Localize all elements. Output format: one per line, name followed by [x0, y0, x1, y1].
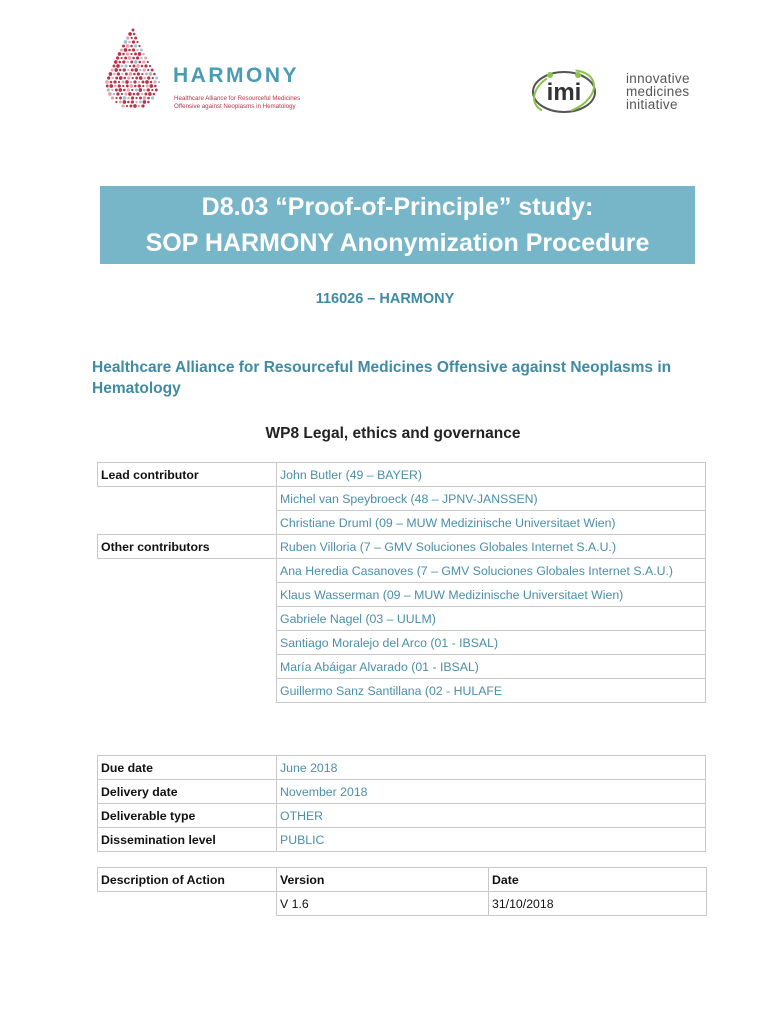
table-row — [98, 756, 706, 780]
contributor-name: Guillermo Sanz Santillana (02 - HULAFE — [277, 679, 706, 703]
imi-line-1: innovative — [626, 71, 690, 86]
work-package-title: WP8 Legal, ethics and governance — [265, 425, 521, 442]
title-line-1: D8.03 “Proof-of-Principle” study: — [201, 193, 594, 221]
table-row — [98, 868, 707, 892]
contributor-name: María Abáigar Alvarado (01 - IBSAL) — [277, 655, 706, 679]
version-header: Version — [277, 868, 489, 892]
deliverable-details-table — [97, 755, 706, 852]
table-row — [98, 631, 706, 655]
imi-logo — [528, 66, 708, 118]
contributor-name: Santiago Moralejo del Arco (01 - IBSAL) — [277, 631, 706, 655]
project-id: 116026 – HARMONY — [315, 291, 455, 307]
table-row — [98, 607, 706, 631]
harmony-logo-tagline-2: Offensive against Neoplasms in Hematology — [174, 103, 296, 110]
detail-value: June 2018 — [277, 756, 706, 780]
date-value: 31/10/2018 — [489, 892, 707, 916]
detail-value: PUBLIC — [277, 828, 706, 852]
imi-mark-icon — [528, 66, 618, 118]
harmony-logo-wordmark: HARMONY — [173, 64, 299, 87]
table-row — [98, 679, 706, 703]
lead-contributor-label: Lead contributor — [98, 463, 277, 487]
detail-label: Deliverable type — [98, 804, 277, 828]
blood-drop-icon — [100, 26, 170, 112]
doa-label: Description of Action — [98, 868, 277, 892]
harmony-logo — [100, 26, 310, 112]
imi-mark-text: imi — [546, 79, 582, 106]
title-line-2: SOP HARMONY Anonymization Procedure — [145, 229, 650, 257]
other-contributors-label: Other contributors — [98, 535, 277, 559]
table-row — [98, 892, 707, 916]
imi-logo-words — [626, 72, 690, 111]
table-row — [98, 583, 706, 607]
version-value: V 1.6 — [277, 892, 489, 916]
title-banner — [100, 186, 695, 264]
contributor-name: Ana Heredia Casanoves (7 – GMV Soluciones Globales Internet S.A.U.) — [277, 559, 706, 583]
table-row — [98, 655, 706, 679]
table-row — [98, 463, 706, 487]
contributor-name: John Butler (49 – BAYER) — [277, 463, 706, 487]
harmony-logo-tagline-1: Healthcare Alliance for Resourceful Medicines — [174, 95, 301, 102]
table-row — [98, 804, 706, 828]
contributor-name: Ruben Villoria (7 – GMV Soluciones Globales Internet S.A.U.) — [277, 535, 706, 559]
table-row — [98, 559, 706, 583]
date-header: Date — [489, 868, 707, 892]
table-row — [98, 535, 706, 559]
contributors-table — [97, 462, 706, 703]
detail-label: Delivery date — [98, 780, 277, 804]
imi-line-3: initiative — [626, 97, 678, 112]
detail-label: Due date — [98, 756, 277, 780]
table-row — [98, 828, 706, 852]
table-row — [98, 511, 706, 535]
detail-value: November 2018 — [277, 780, 706, 804]
detail-label: Dissemination level — [98, 828, 277, 852]
detail-value: OTHER — [277, 804, 706, 828]
table-row — [98, 487, 706, 511]
project-full-name: Healthcare Alliance for Resourceful Medicines Offensive against Neoplasms in Hematology — [92, 359, 672, 397]
contributor-name: Michel van Speybroeck (48 – JPNV-JANSSEN) — [277, 487, 706, 511]
contributor-name: Klaus Wasserman (09 – MUW Medizinische Universitaet Wien) — [277, 583, 706, 607]
table-row — [98, 780, 706, 804]
contributor-name: Christiane Druml (09 – MUW Medizinische Universitaet Wien) — [277, 511, 706, 535]
imi-line-2: medicines — [626, 84, 690, 99]
contributor-name: Gabriele Nagel (03 – UULM) — [277, 607, 706, 631]
version-table — [97, 867, 707, 916]
